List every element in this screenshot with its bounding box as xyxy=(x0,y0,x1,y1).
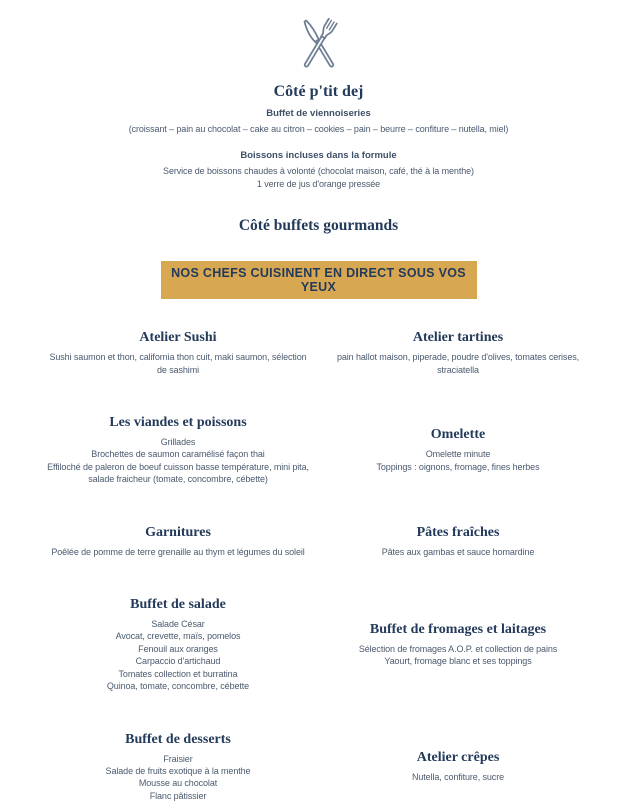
buffets-heading: Côté buffets gourmands xyxy=(0,217,637,235)
section-line: Yaourt, fromage blanc et ses toppings xyxy=(326,655,590,667)
menu-section-atelier-crepes xyxy=(318,749,598,783)
section-line: Carpaccio d'artichaud xyxy=(46,655,310,667)
menu-section-buffet-salade xyxy=(38,596,318,692)
drinks-title: Boissons incluses dans la formule xyxy=(0,150,637,161)
section-title: Les viandes et poissons xyxy=(46,414,310,431)
section-title: Atelier tartines xyxy=(326,329,590,346)
section-line: Brochettes de saumon caramélisé façon thai xyxy=(46,448,310,460)
viennoiseries-detail: (croissant – pain au chocolat – cake au citron – cookies – pain – beurre – confiture – nutella, miel) xyxy=(0,123,637,135)
menu-section-buffet-fromages xyxy=(318,621,598,668)
menu-section-viandes-poissons xyxy=(38,414,318,486)
crossed-knife-fork-icon xyxy=(290,13,348,75)
drinks-line: 1 verre de jus d'orange pressée xyxy=(0,178,637,190)
section-line: Salade de fruits exotique à la menthe xyxy=(46,765,310,777)
section-line: Omelette minute xyxy=(326,448,590,460)
menu-section-omelette xyxy=(318,426,598,473)
viennoiseries-title: Buffet de viennoiseries xyxy=(0,108,637,119)
section-line: Fraisier xyxy=(46,753,310,765)
section-line: Effiloché de paleron de boeuf cuisson basse température, mini pita, salade fraicheur (tomate, concombre, cébette) xyxy=(46,461,310,486)
menu-section-pates-fraiches xyxy=(318,524,598,558)
section-title: Pâtes fraîches xyxy=(326,524,590,541)
section-line: Flanc pâtissier xyxy=(46,790,310,802)
section-line: Salade César xyxy=(46,618,310,630)
menu-grid xyxy=(38,329,598,802)
section-line: Tomates collection et burratina xyxy=(46,668,310,680)
menu-section-atelier-tartines xyxy=(318,329,598,376)
menu-section-buffet-desserts xyxy=(38,731,318,802)
chefs-banner: NOS CHEFS CUISINENT EN DIRECT SOUS VOS YEUX xyxy=(161,261,477,299)
section-line: pain hallot maison, piperade, poudre d'olives, tomates cerises, straciatella xyxy=(326,351,590,376)
menu-header xyxy=(0,0,637,190)
section-line: Quinoa, tomate, concombre, cébette xyxy=(46,680,310,692)
section-title: Buffet de salade xyxy=(46,596,310,613)
section-title: Atelier Sushi xyxy=(46,329,310,346)
menu-section-garnitures xyxy=(38,524,318,558)
section-title: Atelier crêpes xyxy=(326,749,590,766)
section-line: Poêlée de pomme de terre grenaille au thym et légumes du soleil xyxy=(46,546,310,558)
section-line: Sushi saumon et thon, california thon cuit, maki saumon, sélection de sashimi xyxy=(46,351,310,376)
section-title: Garnitures xyxy=(46,524,310,541)
section-line: Pâtes aux gambas et sauce homardine xyxy=(326,546,590,558)
section-line: Fenouil aux oranges xyxy=(46,643,310,655)
section-line: Grillades xyxy=(46,436,310,448)
drinks-line: Service de boissons chaudes à volonté (chocolat maison, café, thé à la menthe) xyxy=(0,165,637,177)
section-line: Sélection de fromages A.O.P. et collection de pains xyxy=(326,643,590,655)
section-line: Mousse au chocolat xyxy=(46,777,310,789)
section-title: Buffet de desserts xyxy=(46,731,310,748)
section-title: Omelette xyxy=(326,426,590,443)
menu-section-atelier-sushi xyxy=(38,329,318,376)
section-title: Buffet de fromages et laitages xyxy=(326,621,590,638)
section-line: Toppings : oignons, fromage, fines herbes xyxy=(326,461,590,473)
section-line: Avocat, crevette, maïs, pomelos xyxy=(46,630,310,642)
page-title: Côté p'tit dej xyxy=(0,83,637,101)
section-line: Nutella, confiture, sucre xyxy=(326,771,590,783)
